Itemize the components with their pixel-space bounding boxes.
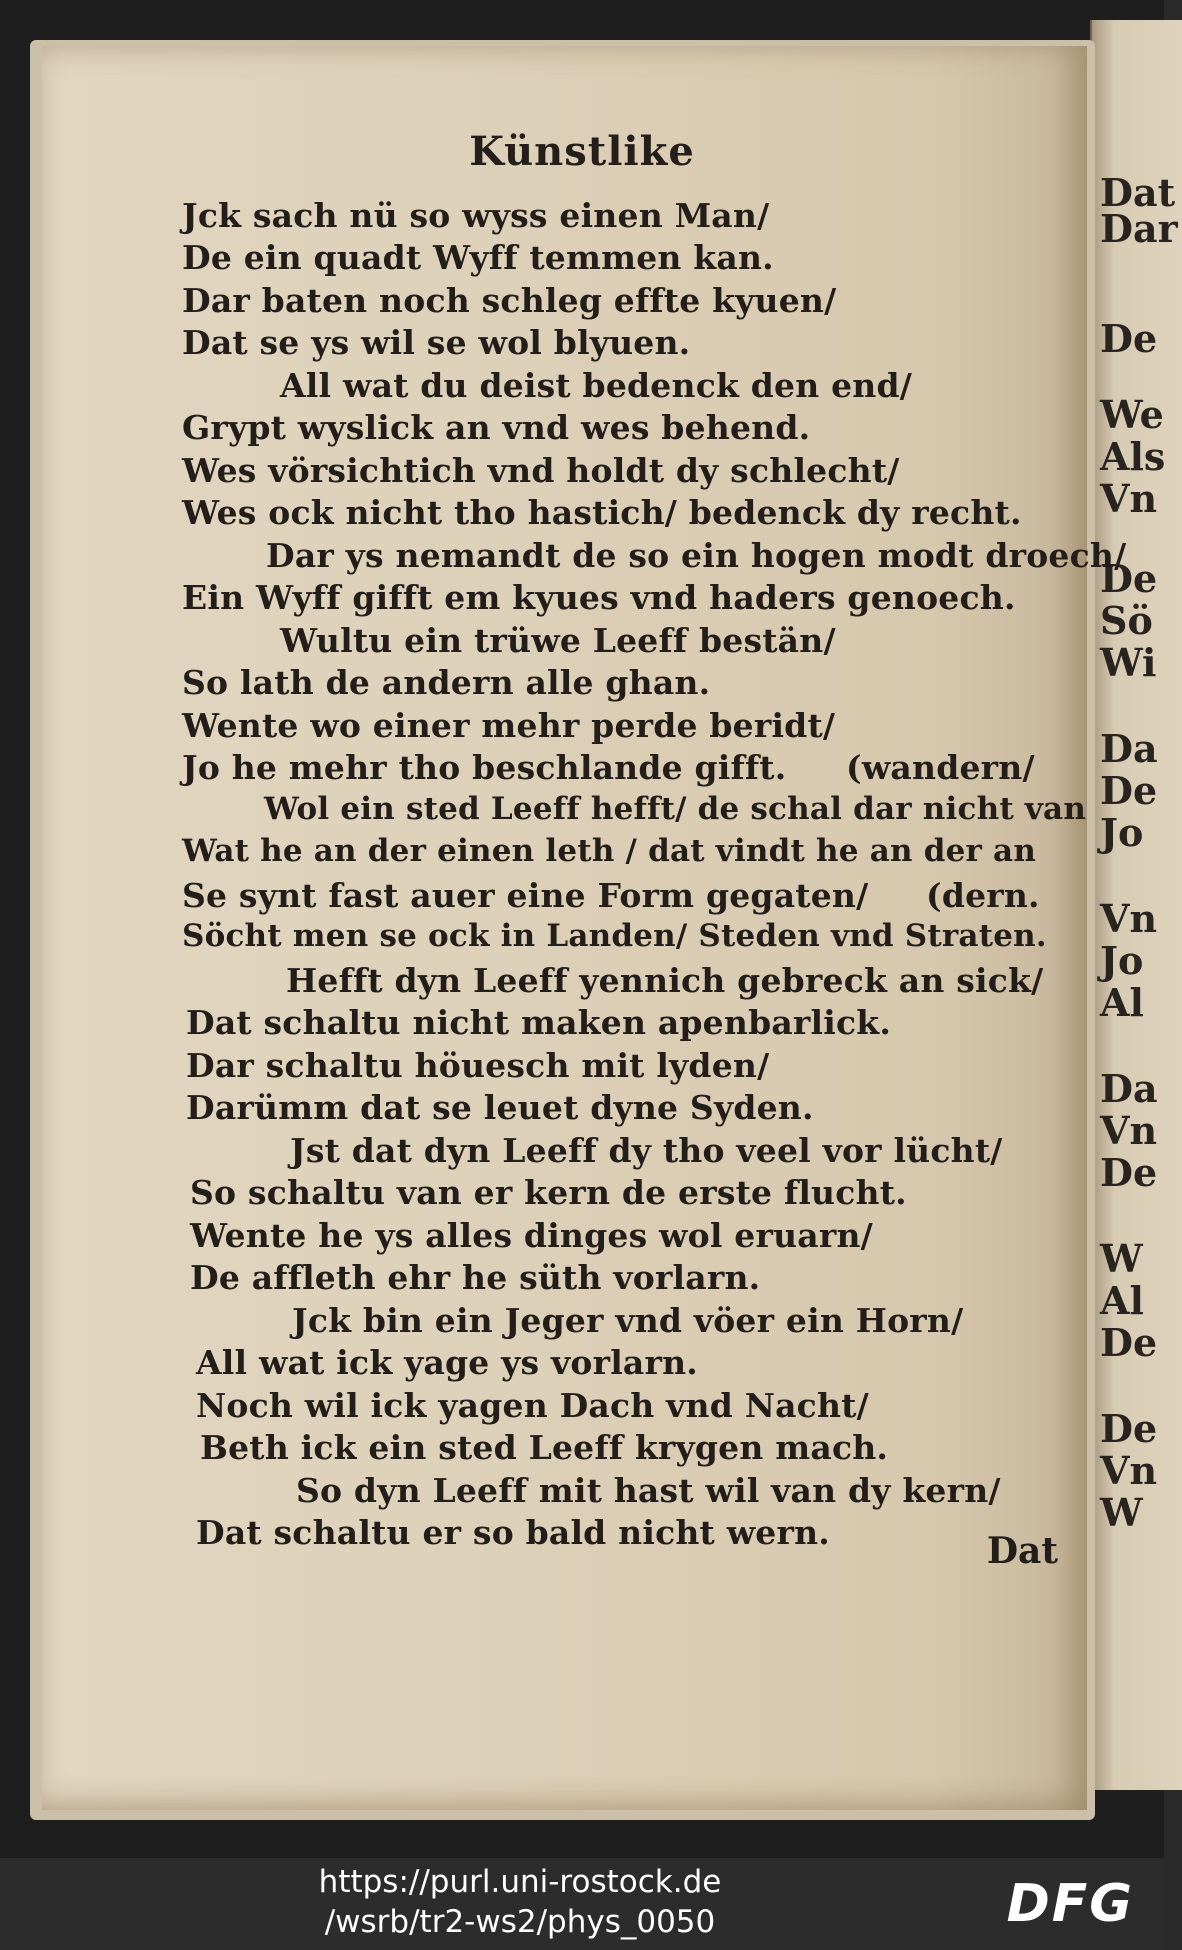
footer-bar [0,1858,1164,1950]
verse-line: Grypt wyslick an vnd wes behend. [182,408,811,447]
verse-line: So lath de andern alle ghan. [182,663,711,702]
facing-fragment: Als [1100,434,1166,479]
facing-fragment: De [1100,556,1158,601]
facing-fragment: Sö [1100,598,1153,643]
catchword: Dat [986,1530,1058,1572]
facing-fragment: Wi [1100,640,1157,685]
facing-fragment: De [1100,768,1158,813]
verse-line: De ein quadt Wyff temmen kan. [182,238,774,277]
verse-line: (wandern/ [846,748,1035,787]
verse-line: Dat se ys wil se wol blyuen. [182,323,691,362]
facing-fragment: Dat [1100,170,1176,215]
verse-line: Jck bin ein Jeger vnd vöer ein Horn/ [292,1301,964,1340]
permalink-url-line2[interactable]: /wsrb/tr2-ws2/phys_0050 [324,1904,716,1940]
verse-line: So dyn Leeff mit hast wil van dy kern/ [296,1471,1001,1510]
facing-fragment: Vn [1100,1448,1158,1493]
verse-line: Wes vörsichtich vnd holdt dy schlecht/ [182,451,900,490]
verse-line: Wente he ys alles dinges wol eruarn/ [190,1216,873,1255]
verse-line: Darümm dat se leuet dyne Syden. [186,1088,814,1127]
running-head: Künstlike [469,128,695,175]
verse-line: Dat schaltu nicht maken apenbarlick. [186,1003,892,1042]
facing-fragment: Jo [1100,810,1144,855]
facing-fragment: Vn [1100,1108,1158,1153]
verse-line: So schaltu van er kern de erste flucht. [190,1173,907,1212]
verse-line: Wat he an der einen leth / dat vindt he an der an [182,833,1037,869]
facing-fragment: W [1100,1236,1143,1281]
verse-line: Jst dat dyn Leeff dy tho veel vor lücht/ [290,1131,1003,1170]
verse-line: Dar schaltu höuesch mit lyden/ [186,1046,770,1085]
facing-fragment: Vn [1100,896,1158,941]
verse-line: Beth ick ein sted Leeff krygen mach. [200,1428,889,1467]
verse-line: All wat du deist bedenck den end/ [280,366,913,405]
verse-line: Söcht men se ock in Landen/ Steden vnd Straten. [182,918,1047,954]
verse-line: Wes ock nicht tho hastich/ bedenck dy recht. [182,493,1022,532]
facing-fragment: De [1100,1150,1158,1195]
facing-fragment: We [1100,392,1164,437]
facing-fragment: Jo [1100,938,1144,983]
verse-line: Jck sach nü so wyss einen Man/ [182,196,770,235]
facing-fragment: De [1100,1320,1158,1365]
verse-line: All wat ick yage ys vorlarn. [196,1343,698,1382]
dfg-logo: DFG [1006,1874,1134,1934]
verse-line: Hefft dyn Leeff yennich gebreck an sick/ [286,961,1044,1000]
facing-fragment: W [1100,1490,1143,1535]
verse-line: Noch wil ick yagen Dach vnd Nacht/ [196,1386,869,1425]
facing-fragment: Da [1100,1066,1158,1111]
verse-line: Dar ys nemandt de so ein hogen modt droech/ [266,536,1127,575]
verse-line: Se synt fast auer eine Form gegaten/ [182,876,869,915]
verse-line: Ein Wyff gifft em kyues vnd haders genoech. [182,578,1016,617]
facing-fragment: Al [1100,1278,1144,1323]
verse-line: Wultu ein trüwe Leeff bestän/ [280,621,836,660]
verse-line: Dat schaltu er so bald nicht wern. [196,1513,830,1552]
verse-line: Dar baten noch schleg effte kyuen/ [182,281,837,320]
facing-fragment: Vn [1100,476,1158,521]
facing-fragment: De [1100,316,1158,361]
verse-line: (dern. [926,876,1040,915]
verse-line: Wente wo einer mehr perde beridt/ [182,706,836,745]
verse-line: Jo he mehr tho beschlande gifft. [182,748,787,787]
facing-fragment: De [1100,1406,1158,1451]
verse-line: De affleth ehr he süth vorlarn. [190,1258,761,1297]
facing-fragment: Al [1100,980,1144,1025]
facing-fragment: Dar [1100,206,1178,251]
facing-fragment: Da [1100,726,1158,771]
permalink-url-line1[interactable]: https://purl.uni-rostock.de [318,1864,722,1900]
verse-line: Wol ein sted Leeff hefft/ de schal dar nicht van [264,791,1087,827]
